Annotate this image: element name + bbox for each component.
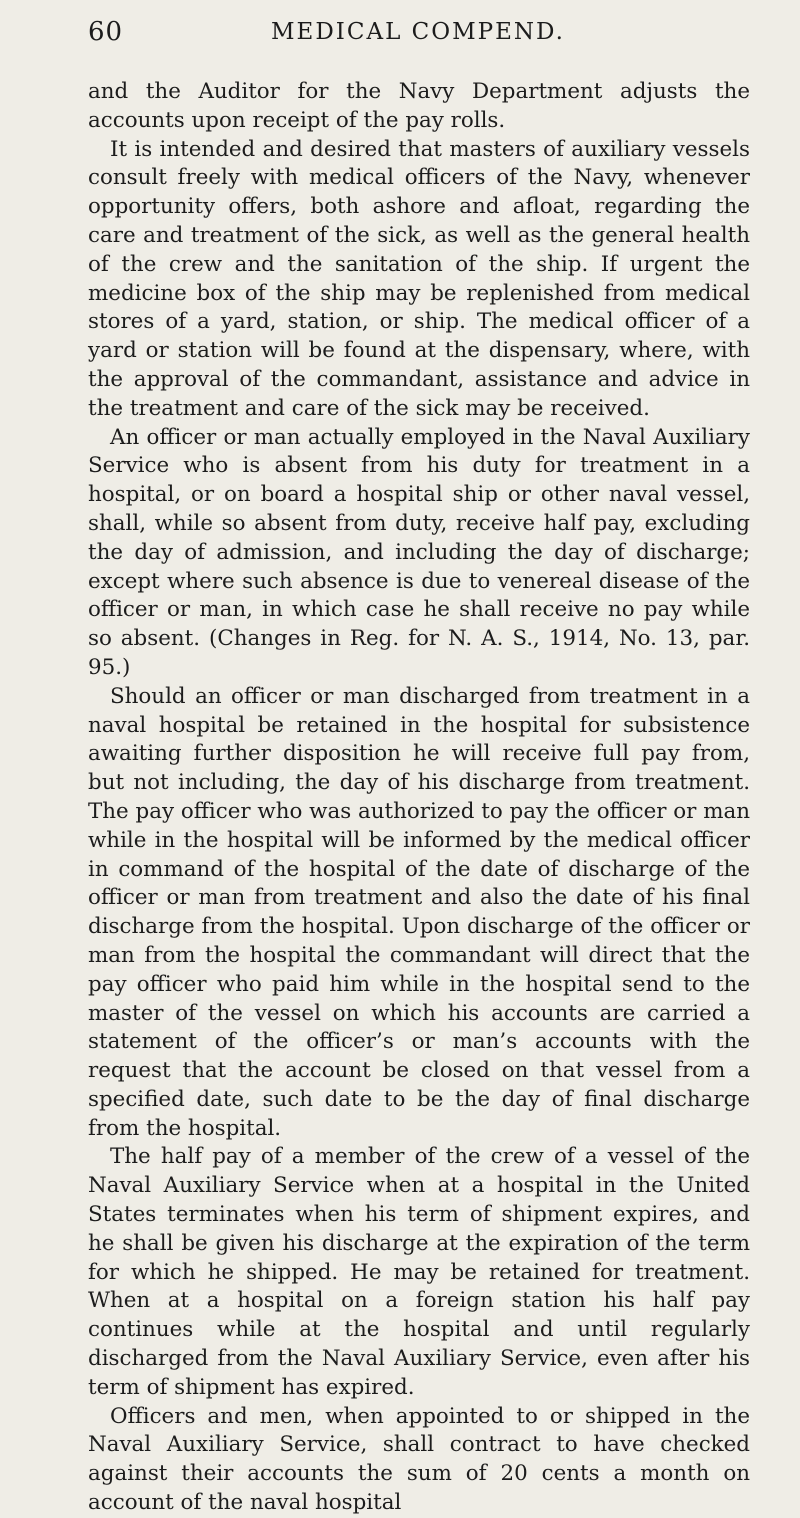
paragraph-continued: and the Auditor for the Navy Department adjusts the accounts upon receipt of the pay rolls. [88, 79, 750, 133]
paragraph-medical-consultation: It is intended and desired that masters of auxiliary vessels consult freely with medical officers of the Navy, whenever opportunity offers, both ashore and afloat, regarding the care and treatment of the sick, as well as the general health of the crew and the sanitation of the ship. If urgent the medicine box of the ship may be replenished from medical stores of a yard, station, or ship. The medical officer of a yard or station will be found at the dispensary, where, with the approval of the commandant, assistance and advice in the treatment and care of the sick may be received. [88, 136, 750, 421]
page-header [88, 12, 748, 52]
page-number: 60 [88, 17, 124, 47]
paragraph-half-pay-absence: An officer or man actually employed in the Naval Auxiliary Service who is absent from his duty for treatment in a hospital, or on board a hospital ship or other naval vessel, shall, while so absent from duty, receive half pay, excluding the day of admission, and including the day of discharge; except where such absence is due to venereal disease of the officer or man, in which case he shall receive no pay while so absent. (Changes in Reg. for N. A. S., 1914, No. 13, par. 95.) [88, 424, 750, 680]
paragraph-hospital-discharge: Should an officer or man discharged from treatment in a naval hospital be retained in the hospital for subsistence awaiting further disposition he will receive full pay from, but not including, the day of his discharge from treatment. The pay officer who was authorized to pay the officer or man while in the hospital will be informed by the medical officer in command of the hospital of the date of discharge of the officer or man from treatment and also the date of his final discharge from the hospital. Upon discharge of the officer or man from the hospital the commandant will direct that the pay officer who paid him while in the hospital send to the master of the vessel on which his accounts are carried a statement of the officer’s or man’s accounts with the request that the account be closed on that vessel from a specified date, such date to be the day of final discharge from the hospital. [88, 683, 751, 1141]
running-head: MEDICAL COMPEND. [271, 19, 565, 45]
body-text [88, 78, 750, 1518]
paragraph-hospital-fund: Officers and men, when appointed to or shipped in the Naval Auxiliary Service, shall contract to have checked against their accounts the sum of 20 cents a month on account of the naval hospital [88, 1403, 750, 1516]
paragraph-term-of-shipment: The half pay of a member of the crew of a vessel of the Naval Auxiliary Service when at a hospital in the United States terminates when his term of shipment expires, and he shall be given his discharge at the expiration of the term for which he shipped. He may be retained for treatment. When at a hospital on a foreign station his half pay continues while at the hospital and until regularly discharged from the Naval Auxiliary Service, even after his term of shipment has expired. [88, 1144, 750, 1400]
